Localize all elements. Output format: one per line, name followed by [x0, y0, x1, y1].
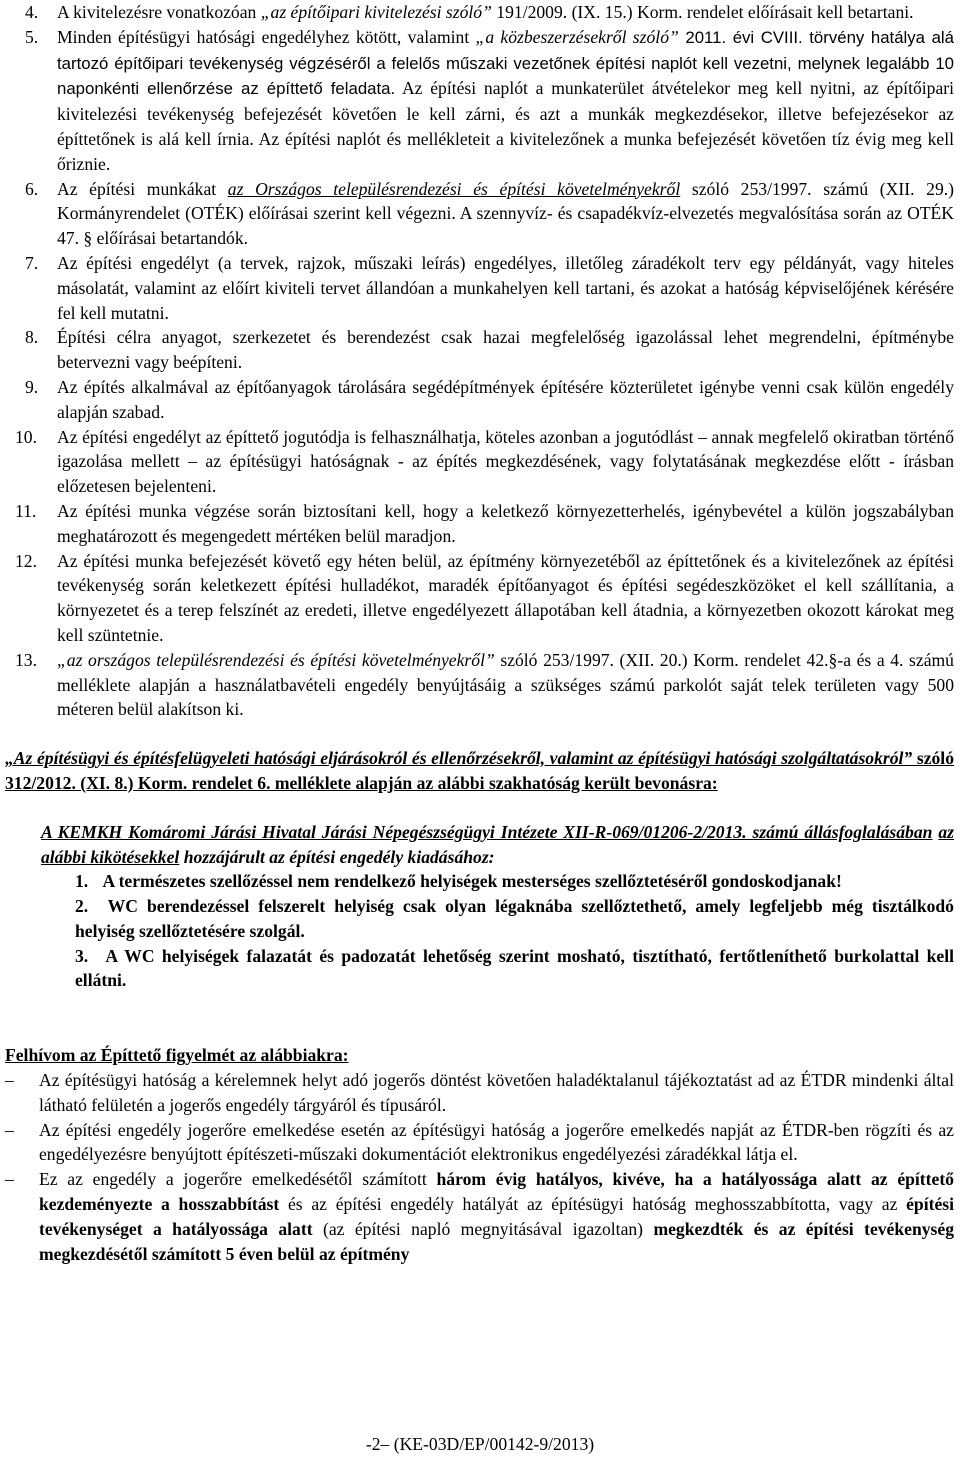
list-item-number: 13. [15, 649, 37, 670]
condition-item [75, 944, 954, 994]
numbered-conditions-list [5, 0, 954, 722]
list-item-text [57, 425, 954, 499]
condition-number: 2. [75, 896, 89, 917]
list-item [5, 251, 954, 325]
text-run: (az építési napló megnyitásával igazoltan) [312, 1218, 654, 1239]
condition-text: WC berendezéssel felszerelt helyiség csak olyan légaknába szellőztethető, amely legfeljebb még tisztálkodó helyiség szellőztetésére szolgál. [75, 896, 954, 941]
section-header [5, 746, 954, 796]
dash-bullet: – [5, 1070, 14, 1091]
notice-item [5, 1167, 954, 1266]
text-run: és az építési engedély hatályát az építésügyi hatóság meghosszabbította, vagy az [279, 1194, 907, 1215]
list-item-text [57, 325, 954, 375]
list-item [5, 177, 954, 251]
text-run: Az építési munka végzése során biztosítani kell, hogy a keletkező környezetterhelés, igénybevétel a külön jogszabályban meghatározott és megengedett mértéken belül maradjon. [57, 500, 954, 546]
section-header-italic: „Az építésügyi és építésfelügyeleti hatósági eljárásokról és ellenőrzésekről, valamint az építésügyi hatósági szolgáltatásokról” [5, 748, 913, 769]
text-run: „a közbeszerzésekről szóló” [475, 26, 679, 47]
list-item [5, 549, 954, 648]
text-run: A kivitelezésre vonatkozóan [57, 2, 261, 22]
condition-text: A természetes szellőzéssel nem rendelkező helyiségek mesterséges szellőztetéséről gondoskodjanak! [102, 871, 842, 892]
text-run: Az építési engedély jogerőre emelkedése esetén az építésügyi hatóság a jogerőre emelkedés napját az ÉTDR-ben rögzíti és az engedélyezésre benyújtott építészeti-műszaki dokumentációt elektronikus engedélyezési záradékkal látja el. [39, 1119, 954, 1165]
list-item-number: 4. [25, 2, 39, 22]
list-item-text [57, 0, 954, 25]
notice-item [5, 1068, 954, 1118]
list-item [5, 425, 954, 499]
text-run: Az építési munkákat [57, 178, 228, 199]
notice-text [39, 1167, 954, 1266]
condition-number: 1. [75, 871, 89, 892]
text-run: Ez az engedély a jogerőre emelkedésétől számított [39, 1169, 437, 1190]
list-item-number: 6. [25, 178, 39, 199]
list-item-text [57, 251, 954, 325]
text-run: Az építési engedélyt (a tervek, rajzok, műszaki leírás) engedélyes, illetőleg záradékolt terv egy példányát, vagy hiteles másolatát, valamint az előírt kiviteli tervet állandóan a munkahelyen kell tartani, és azokat a hatóság képviselőjének kérésére fel kell mutatni. [57, 252, 954, 323]
list-item-number: 7. [25, 252, 39, 273]
condition-number: 3. [75, 945, 89, 966]
text-run: Az építési munka befejezését követő egy héten belül, az építmény környezetéből az építtetőnek és a kivitelezőnek az építési tevékenység során keletkezett építési hulladékot, maradék építőanyagot és építési segédeszközöket el kell szállítania, a környezetet és a terep felszínét az eredeti, illetve engedélyezett állapotában kell átadnia, a környezetben okozott károkat meg kell szüntetnie. [57, 550, 954, 645]
list-item [5, 375, 954, 425]
text-run: építési tevékenységet a hatályossága alatt [39, 1194, 954, 1239]
list-item-text [57, 648, 954, 722]
notice-text [39, 1118, 954, 1168]
list-item-number: 5. [25, 26, 39, 47]
section-header-rest: szóló 312/2012. (XI. 8.) Korm. rendelet 6. melléklete alapján az alábbi szakhatóság került bevonásra: [5, 748, 954, 793]
list-item-number: 11. [15, 500, 37, 521]
text-run: szóló 253/1997. (XII. 20.) Korm. rendelet 42.§-a és a 4. számú melléklete alapján a használatbavételi engedély benyújtásáig a szükséges számú parkolót saját telek területen vagy 500 méteren belül alakítson ki. [57, 649, 954, 720]
notice-title: Felhívom az Építtető figyelmét az alábbiakra: [5, 1045, 349, 1066]
text-run: „az építőipari kivitelezési szóló” [260, 2, 492, 22]
text-run: Minden építésügyi hatósági engedélyhez kötött, valamint [57, 26, 476, 47]
text-run: Az építés alkalmával az építőanyagok tárolására segédépítmények építésére közterületet igénybe venni csak külön engedély alapján szabad. [57, 376, 954, 422]
notice-item [5, 1118, 954, 1168]
text-run: az Országos településrendezési és építési követelményekről [227, 178, 681, 199]
text-run: 191/2009. (IX. 15.) Korm. rendelet előírásait kell betartani. [491, 2, 914, 22]
dash-bullet: – [5, 1169, 14, 1190]
list-item [5, 25, 954, 177]
notice-list [5, 1068, 954, 1266]
condition-text: A WC helyiségek falazatát és padozatát lehetőség szerint mosható, tisztítható, fertőtleníthető burkolattal kell ellátni. [75, 945, 954, 991]
list-item [5, 0, 954, 25]
list-item-text [57, 549, 954, 648]
authority-statement-line: A KEMKH Komáromi Járási Hivatal Járási Népegészségügyi Intézete XII-R-069/01206-2/2013. számú állásfoglalásában [41, 821, 933, 842]
list-item [5, 648, 954, 722]
list-item-text [57, 25, 954, 177]
text-run: „az országos településrendezési és építési követelményekről” [57, 649, 495, 670]
text-run: Az építési engedélyt az építtető jogutódja is felhasználhatja, köteles azonban a jogutódlást – annak megfelelő okiratban történő igazolása mellett – az építésügyi hatóságnak - az építés megkezdésének, vagy folytatásának megkezdése előtt - írásban előzetesen bejelenteni. [57, 426, 954, 497]
page-footer: -2– (KE-03D/EP/00142-9/2013) [365, 1434, 595, 1454]
list-item [5, 499, 954, 549]
list-item-text [57, 177, 954, 251]
text-run: Az építésügyi hatóság a kérelemnek helyt adó jogerős döntést követően haladéktalanul tájékoztatást ad az ÉTDR mindenki által látható felületén a jogerős engedély tárgyáról és típusáról. [39, 1070, 954, 1115]
notice-text [39, 1068, 954, 1118]
list-item [5, 325, 954, 375]
conditions-link: az alábbi kikötésekkel [41, 821, 955, 867]
list-item-text [57, 499, 954, 549]
list-item-number: 12. [15, 550, 37, 571]
text-run: Építési célra anyagot, szerkezetet és berendezést csak hazai megfelelőség igazolással lehet megrendelni, építménybe betervezni vagy beépíteni. [57, 327, 954, 373]
authority-statement [5, 820, 954, 870]
dash-bullet: – [5, 1119, 14, 1140]
authority-conditions-list [5, 869, 954, 993]
list-item-number: 10. [15, 426, 37, 447]
authority-statement-tail: hozzájárult az építési engedély kiadásához: [179, 846, 495, 867]
condition-item [75, 894, 954, 944]
text-run: Az építési naplót a munkaterület átvételekor meg kell nyitni, az építőipari kivitelezési tevékenység befejezését követően le kell zárni, és azt a munkák megkezdésekor, illetve befejezésekor az építtetőnek is alá kell írnia. Az építési naplót és mellékleteit a kivitelezőnek a munka befejezését követően tíz évig meg kell őriznie. [57, 78, 954, 174]
list-item-number: 9. [25, 376, 39, 397]
condition-item [75, 869, 954, 894]
text-run: szóló 253/1997. számú (XII. 29.) Kormányrendelet (OTÉK) előírásai szerint kell végezni. A szennyvíz- és csapadékvíz-elvezetés megvalósítása során az OTÉK 47. § előírásai betartandók. [57, 178, 954, 249]
text-run: megkezdték és az építési tevékenység megkezdésétől számított 5 éven belül az építmény [39, 1218, 954, 1264]
text-run: három évig hatályos, kivéve, ha a hatályossága alatt az építtető kezdeményezte a hosszabbítást [39, 1169, 954, 1215]
text-run: 2011. évi CVIII. törvény hatálya alá tartozó építőipari tevékenység végzéséről a felelős műszaki vezetőnek építési naplót kell vezetni, melynek legalább 10 naponkénti ellenőrzése az építtető feladata. [57, 27, 954, 99]
list-item-text [57, 375, 954, 425]
list-item-number: 8. [25, 327, 39, 348]
